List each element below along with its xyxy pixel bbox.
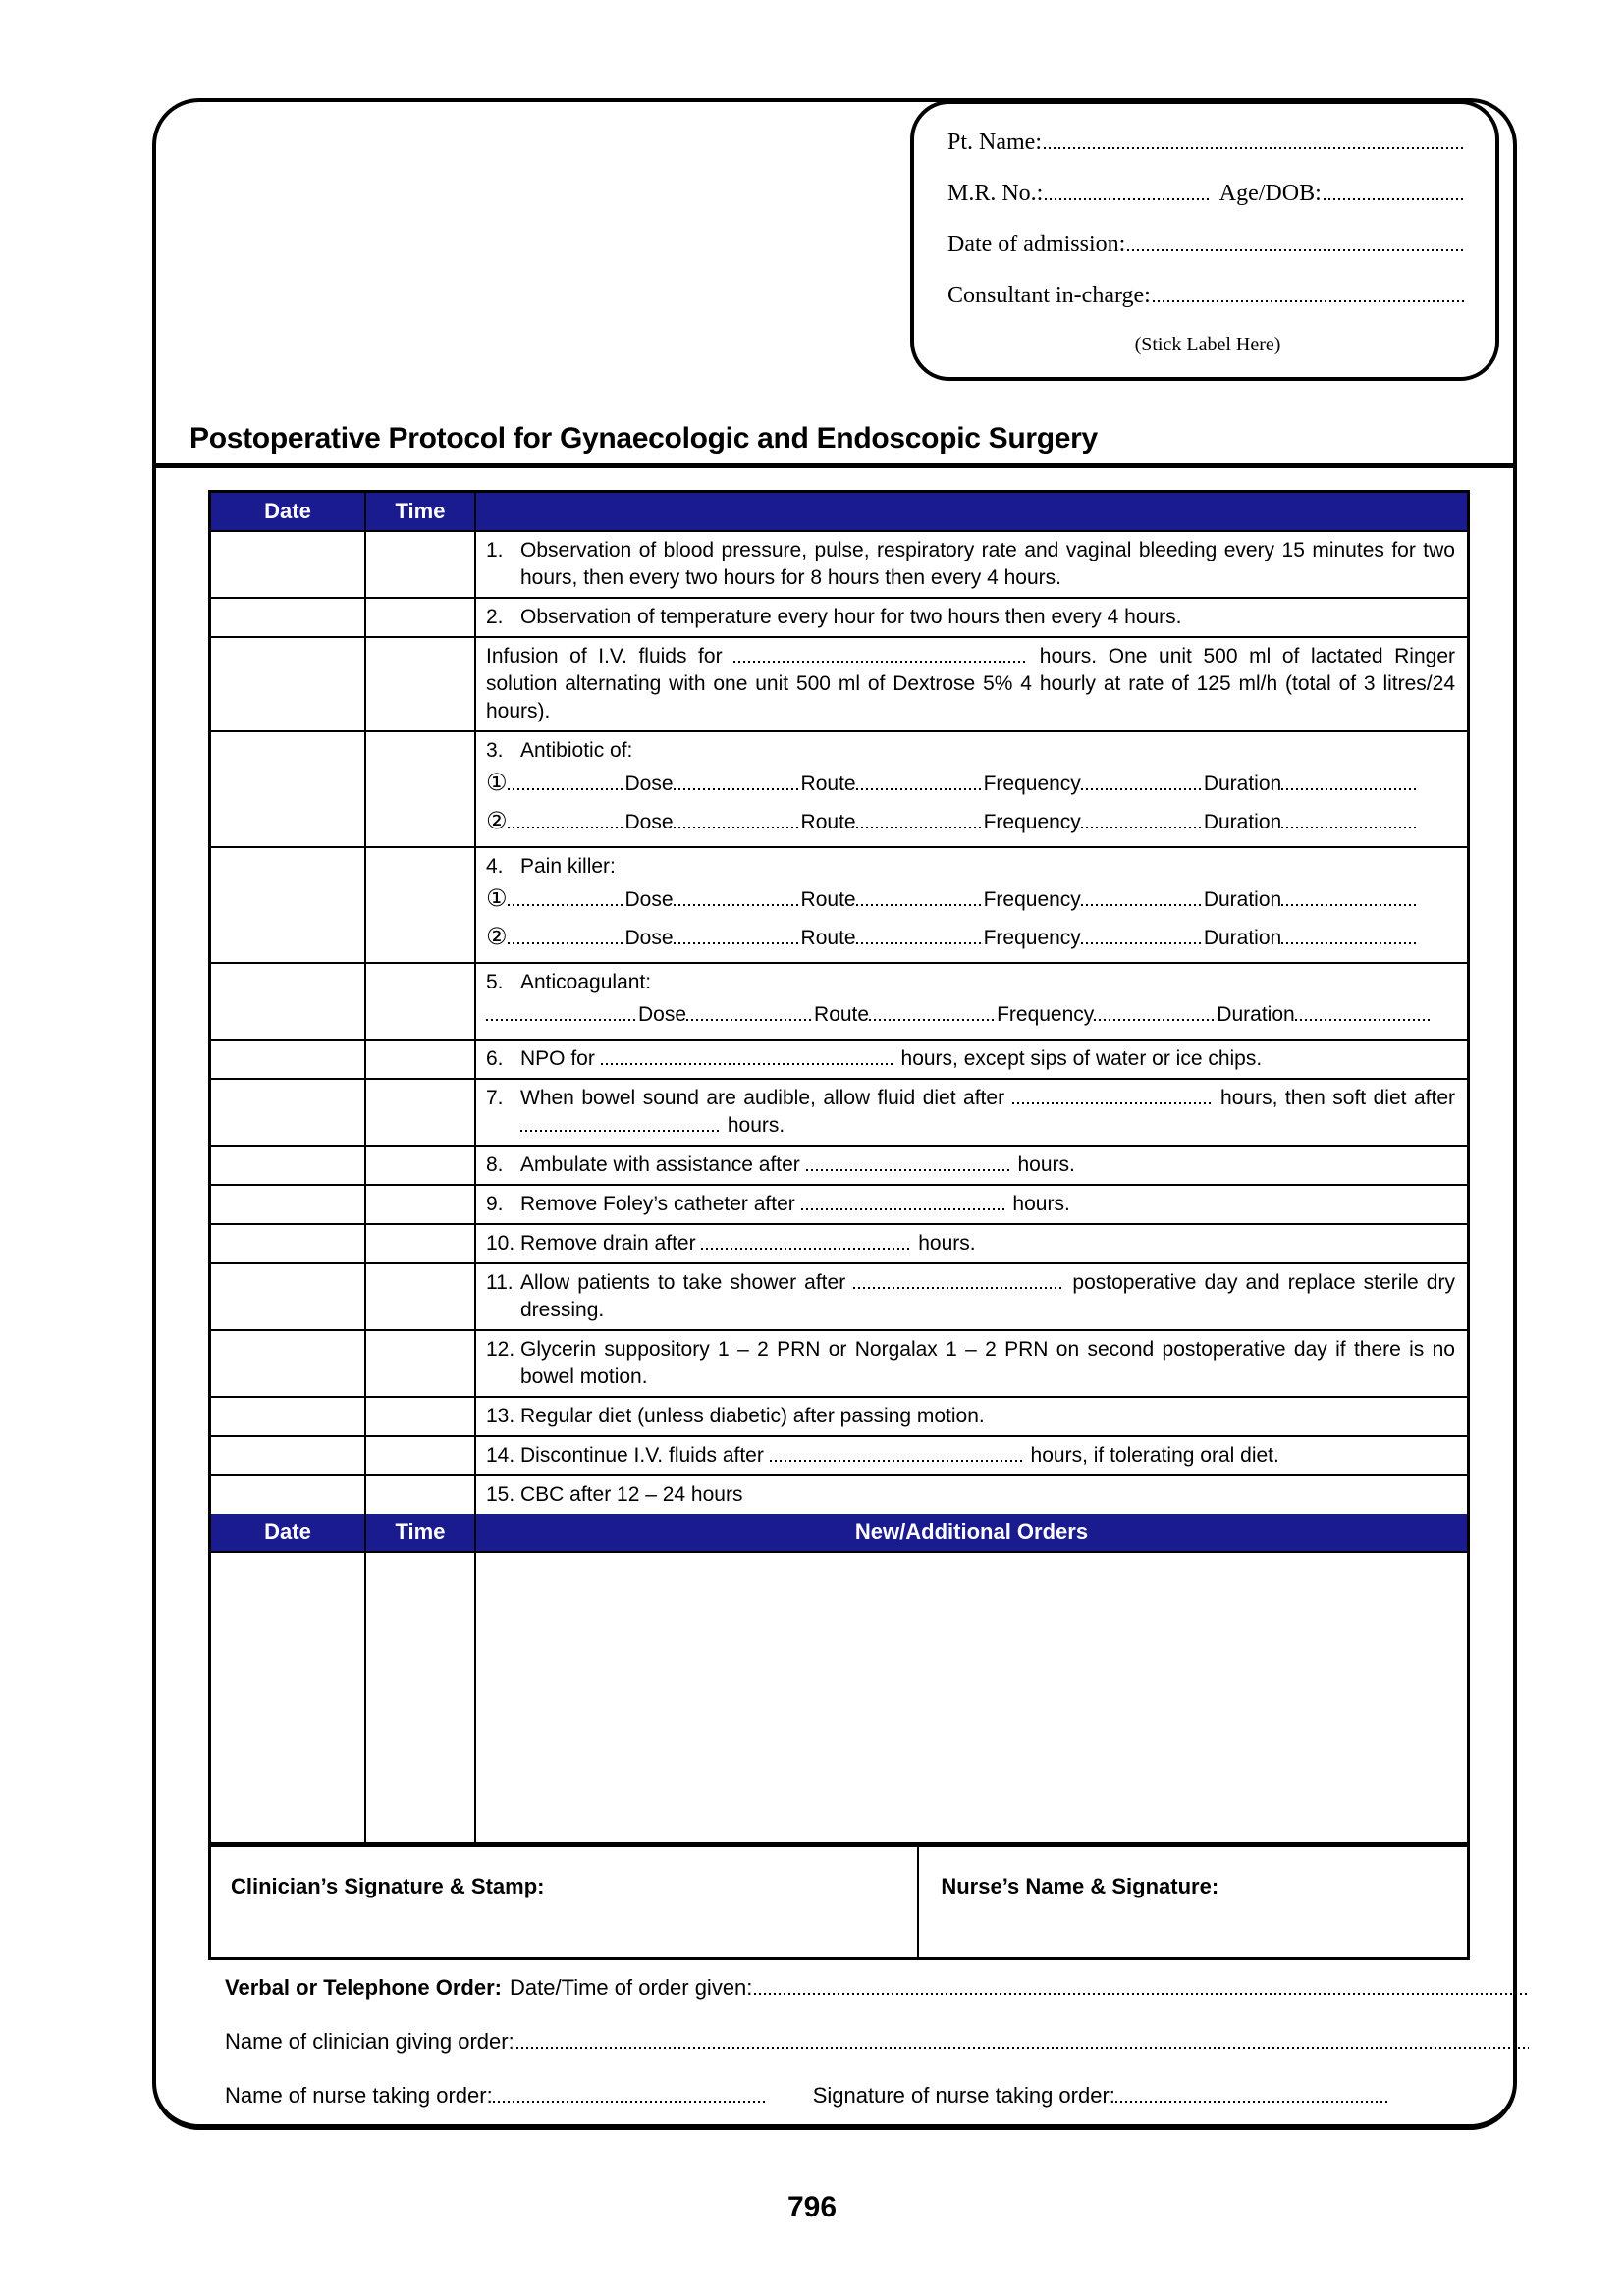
time-cell: [366, 1476, 476, 1514]
additional-orders-header-row: [211, 1514, 1467, 1553]
orders-cell: [476, 1398, 1467, 1435]
table-row: [211, 638, 1467, 732]
order-text: ② Dose Route Frequency Duration: [486, 803, 1455, 841]
table-header-row: [211, 493, 1467, 532]
orders-cell: [476, 1225, 1467, 1262]
date-column-header: Date: [211, 1514, 366, 1551]
orders-cell: [476, 599, 1467, 636]
table-row: [211, 1437, 1467, 1476]
time-cell: [366, 1041, 476, 1078]
time-cell: [366, 1331, 476, 1396]
table-row: [211, 1147, 1467, 1186]
nurse-signature-label: Signature of nurse taking order:: [812, 2083, 1115, 2108]
date-cell: [211, 732, 366, 846]
item-number: 12.: [486, 1338, 515, 1361]
dotted-fill: [801, 1198, 1007, 1210]
date-cell: [211, 532, 366, 597]
orders-cell: [476, 1147, 1467, 1184]
dotted-fill: [508, 932, 625, 944]
dotted-fill: [853, 1276, 1064, 1289]
mr-no-field: [947, 181, 1468, 207]
time-cell: [366, 1264, 476, 1329]
order-text: 9. Remove Foley’s catheter after hours.: [486, 1191, 1455, 1218]
dotted-fill: [1281, 893, 1419, 906]
date-cell: [211, 1080, 366, 1145]
table-row: [211, 1398, 1467, 1437]
date-cell: [211, 1476, 366, 1514]
age-dob-label: Age/DOB:: [1218, 181, 1322, 206]
clinician-giving-order-field: [225, 2030, 1531, 2054]
orders-cell: [476, 1264, 1467, 1329]
date-cell: [211, 638, 366, 730]
dotted-fill: [486, 1008, 638, 1021]
page-border: [152, 98, 1517, 2130]
protocol-rows: [211, 532, 1467, 1514]
patient-label-box: [910, 100, 1499, 381]
order-text: 5. Anticoagulant:: [486, 969, 1455, 996]
table-row: [211, 1186, 1467, 1225]
table-row: [211, 1080, 1467, 1147]
item-number: 3.: [486, 739, 504, 762]
order-text: 4. Pain killer:: [486, 853, 1455, 881]
circled-number: ②: [486, 924, 508, 950]
time-cell: [366, 532, 476, 597]
dotted-fill: [1324, 187, 1466, 200]
order-text: 6. NPO for hours, except sips of water or ice chips.: [486, 1045, 1455, 1073]
date-column-header: Date: [211, 493, 366, 530]
dotted-fill: [856, 893, 984, 906]
item-number: 7.: [486, 1087, 504, 1109]
dotted-fill: [601, 1052, 895, 1065]
order-text: 15. CBC after 12 – 24 hours: [486, 1481, 1455, 1509]
time-column-header: Time: [366, 1514, 476, 1551]
date-cell: [211, 1225, 366, 1262]
dotted-fill: [508, 893, 625, 906]
date-cell: [211, 1041, 366, 1078]
table-row: [211, 1225, 1467, 1264]
orders-column-header: [476, 493, 1467, 530]
mr-no-label: M.R. No.:: [947, 181, 1044, 206]
dotted-fill: [508, 777, 625, 790]
order-text: 12. Glycerin suppository 1 – 2 PRN or Norgalax 1 – 2 PRN on second postoperative day if there is no bowel motion.: [486, 1338, 1455, 1388]
pt-name-label: Pt. Name:: [947, 130, 1042, 155]
order-text: 13. Regular diet (unless diabetic) after passing motion.: [486, 1403, 1455, 1430]
additional-orders-header: New/Additional Orders: [854, 1520, 1089, 1544]
additional-orders-blank-row: [211, 1553, 1467, 1844]
table-row: [211, 532, 1467, 599]
clinician-giving-order-label: Name of clinician giving order:: [225, 2029, 514, 2054]
orders-cell: [476, 1553, 1467, 1842]
admission-date-field: [947, 232, 1468, 258]
dotted-fill: [516, 2036, 1529, 2049]
orders-cell: [476, 964, 1467, 1039]
dotted-fill: [856, 932, 984, 944]
dotted-fill: [1081, 932, 1204, 944]
dotted-fill: [674, 816, 801, 828]
dotted-fill: [686, 1008, 814, 1021]
item-number: 15.: [486, 1483, 515, 1506]
dotted-fill: [701, 1237, 912, 1250]
dotted-fill: [1295, 1008, 1433, 1021]
orders-cell: [476, 638, 1467, 730]
dotted-fill: [733, 650, 1028, 663]
consultant-label: Consultant in-charge:: [947, 283, 1151, 308]
item-number: 10.: [486, 1232, 515, 1255]
order-text: 8. Ambulate with assistance after hours.: [486, 1151, 1455, 1179]
circled-number: ①: [486, 770, 508, 796]
pt-name-field: [947, 130, 1468, 156]
title-divider: [156, 463, 1513, 468]
dotted-fill: [493, 2090, 768, 2103]
order-text: ① Dose Route Frequency Duration: [486, 765, 1455, 803]
date-cell: [211, 1398, 366, 1435]
date-cell: [211, 1437, 366, 1474]
order-text: 10. Remove drain after hours.: [486, 1230, 1455, 1257]
date-cell: [211, 1331, 366, 1396]
table-row: [211, 964, 1467, 1041]
item-number: 11.: [486, 1271, 514, 1294]
dotted-fill: [770, 1449, 1025, 1462]
order-text: 7. When bowel sound are audible, allow fluid diet after hours, then soft diet after hours.: [486, 1087, 1455, 1137]
time-cell: [366, 638, 476, 730]
orders-cell: [476, 848, 1467, 962]
dotted-fill: [856, 777, 984, 790]
date-cell: [211, 599, 366, 636]
time-cell: [366, 1147, 476, 1184]
date-cell: [211, 1264, 366, 1329]
item-number: 1.: [486, 539, 504, 561]
time-cell: [366, 1553, 476, 1842]
dotted-fill: [674, 932, 801, 944]
dotted-fill: [1045, 187, 1211, 200]
order-text: 14. Discontinue I.V. fluids after hours, if tolerating oral diet.: [486, 1442, 1455, 1469]
item-number: 14.: [486, 1444, 515, 1467]
item-number: 2.: [486, 606, 504, 628]
dotted-fill: [1081, 893, 1204, 906]
order-text: 11. Allow patients to take shower after postoperative day and replace sterile dry dressing.: [486, 1271, 1455, 1321]
dotted-fill: [1281, 932, 1419, 944]
date-cell: [211, 848, 366, 962]
orders-cell: [476, 1437, 1467, 1474]
dotted-fill: [508, 816, 625, 828]
time-cell: [366, 1080, 476, 1145]
order-text: ① Dose Route Frequency Duration: [486, 881, 1455, 919]
item-number: 6.: [486, 1047, 504, 1070]
dotted-fill: [1094, 1008, 1217, 1021]
time-column-header: Time: [366, 493, 476, 530]
page-number: 796: [786, 2191, 838, 2223]
dotted-fill: [1081, 816, 1204, 828]
dotted-fill: [674, 893, 801, 906]
orders-cell: [476, 1041, 1467, 1078]
item-number: 9.: [486, 1193, 504, 1215]
nurse-taking-order-field: [225, 2084, 1531, 2108]
time-cell: [366, 848, 476, 962]
date-cell: [211, 1553, 366, 1842]
table-row: [211, 1476, 1467, 1514]
dotted-fill: [1081, 777, 1204, 790]
dotted-fill: [1153, 290, 1466, 302]
protocol-table: [208, 490, 1470, 1960]
orders-cell: [476, 1331, 1467, 1396]
nurse-taking-order-label: Name of nurse taking order:: [225, 2083, 493, 2108]
item-number: 8.: [486, 1153, 504, 1176]
dotted-fill: [520, 1119, 722, 1132]
order-text: Infusion of I.V. fluids for hours. One unit 500 ml of lactated Ringer solution alternating with one unit 500 ml of Dextrose 5% 4 hourly at rate of 125 ml/h (total of 3 litres/24 hours).: [486, 645, 1455, 722]
date-cell: [211, 964, 366, 1039]
table-row: [211, 1331, 1467, 1398]
item-number: 4.: [486, 855, 504, 878]
dotted-fill: [1281, 816, 1419, 828]
verbal-order-label: Verbal or Telephone Order:: [225, 1975, 502, 2000]
clinician-signature-cell: Clinician’s Signature & Stamp:: [211, 1847, 919, 1957]
time-cell: [366, 1437, 476, 1474]
order-text: 2. Observation of temperature every hour for two hours then every 4 hours.: [486, 604, 1455, 631]
table-row: [211, 1041, 1467, 1080]
consultant-field: [947, 283, 1468, 309]
table-row: [211, 732, 1467, 848]
dotted-fill: [1044, 136, 1466, 149]
item-number: 5.: [486, 971, 504, 993]
time-cell: [366, 732, 476, 846]
orders-cell: [476, 1080, 1467, 1145]
time-cell: [366, 1186, 476, 1223]
date-cell: [211, 1147, 366, 1184]
order-text: 1. Observation of blood pressure, pulse, respiratory rate and vaginal bleeding every 15 minutes for two hours, then every two hours for 8 hours then every 4 hours.: [486, 539, 1455, 589]
orders-cell: [476, 732, 1467, 846]
time-cell: [366, 964, 476, 1039]
time-cell: [366, 1225, 476, 1262]
dotted-fill: [754, 1982, 1529, 1995]
dotted-fill: [674, 777, 801, 790]
table-row: [211, 1264, 1467, 1331]
date-cell: [211, 1186, 366, 1223]
circled-number: ②: [486, 808, 508, 834]
orders-cell: [476, 1476, 1467, 1514]
dotted-fill: [869, 1008, 997, 1021]
signature-row: [211, 1844, 1467, 1957]
dotted-fill: [1281, 777, 1419, 790]
time-cell: [366, 1398, 476, 1435]
circled-number: ①: [486, 885, 508, 912]
stick-label-note: (Stick Label Here): [1134, 334, 1281, 355]
nurse-signature-cell: Nurse’s Name & Signature:: [941, 1874, 1219, 1898]
verbal-order-section: [225, 1976, 1531, 2108]
dotted-fill: [1115, 2090, 1390, 2103]
table-row: [211, 599, 1467, 638]
dotted-fill: [856, 816, 984, 828]
order-text: 3. Antibiotic of:: [486, 737, 1455, 765]
dotted-fill: [1012, 1092, 1214, 1104]
page-title: Postoperative Protocol for Gynaecologic and Endoscopic Surgery: [189, 422, 1098, 454]
item-number: 13.: [486, 1405, 515, 1427]
dotted-fill: [1127, 239, 1466, 251]
orders-cell: [476, 532, 1467, 597]
order-datetime-field: [225, 1976, 1531, 2000]
order-text: ② Dose Route Frequency Duration: [486, 919, 1455, 957]
admission-date-label: Date of admission:: [947, 232, 1126, 257]
table-row: [211, 848, 1467, 964]
order-datetime-label: Date/Time of order given:: [510, 1975, 753, 2000]
time-cell: [366, 599, 476, 636]
order-text: Dose Route Frequency Duration: [486, 996, 1455, 1034]
orders-cell: [476, 1186, 1467, 1223]
dotted-fill: [806, 1158, 1012, 1171]
